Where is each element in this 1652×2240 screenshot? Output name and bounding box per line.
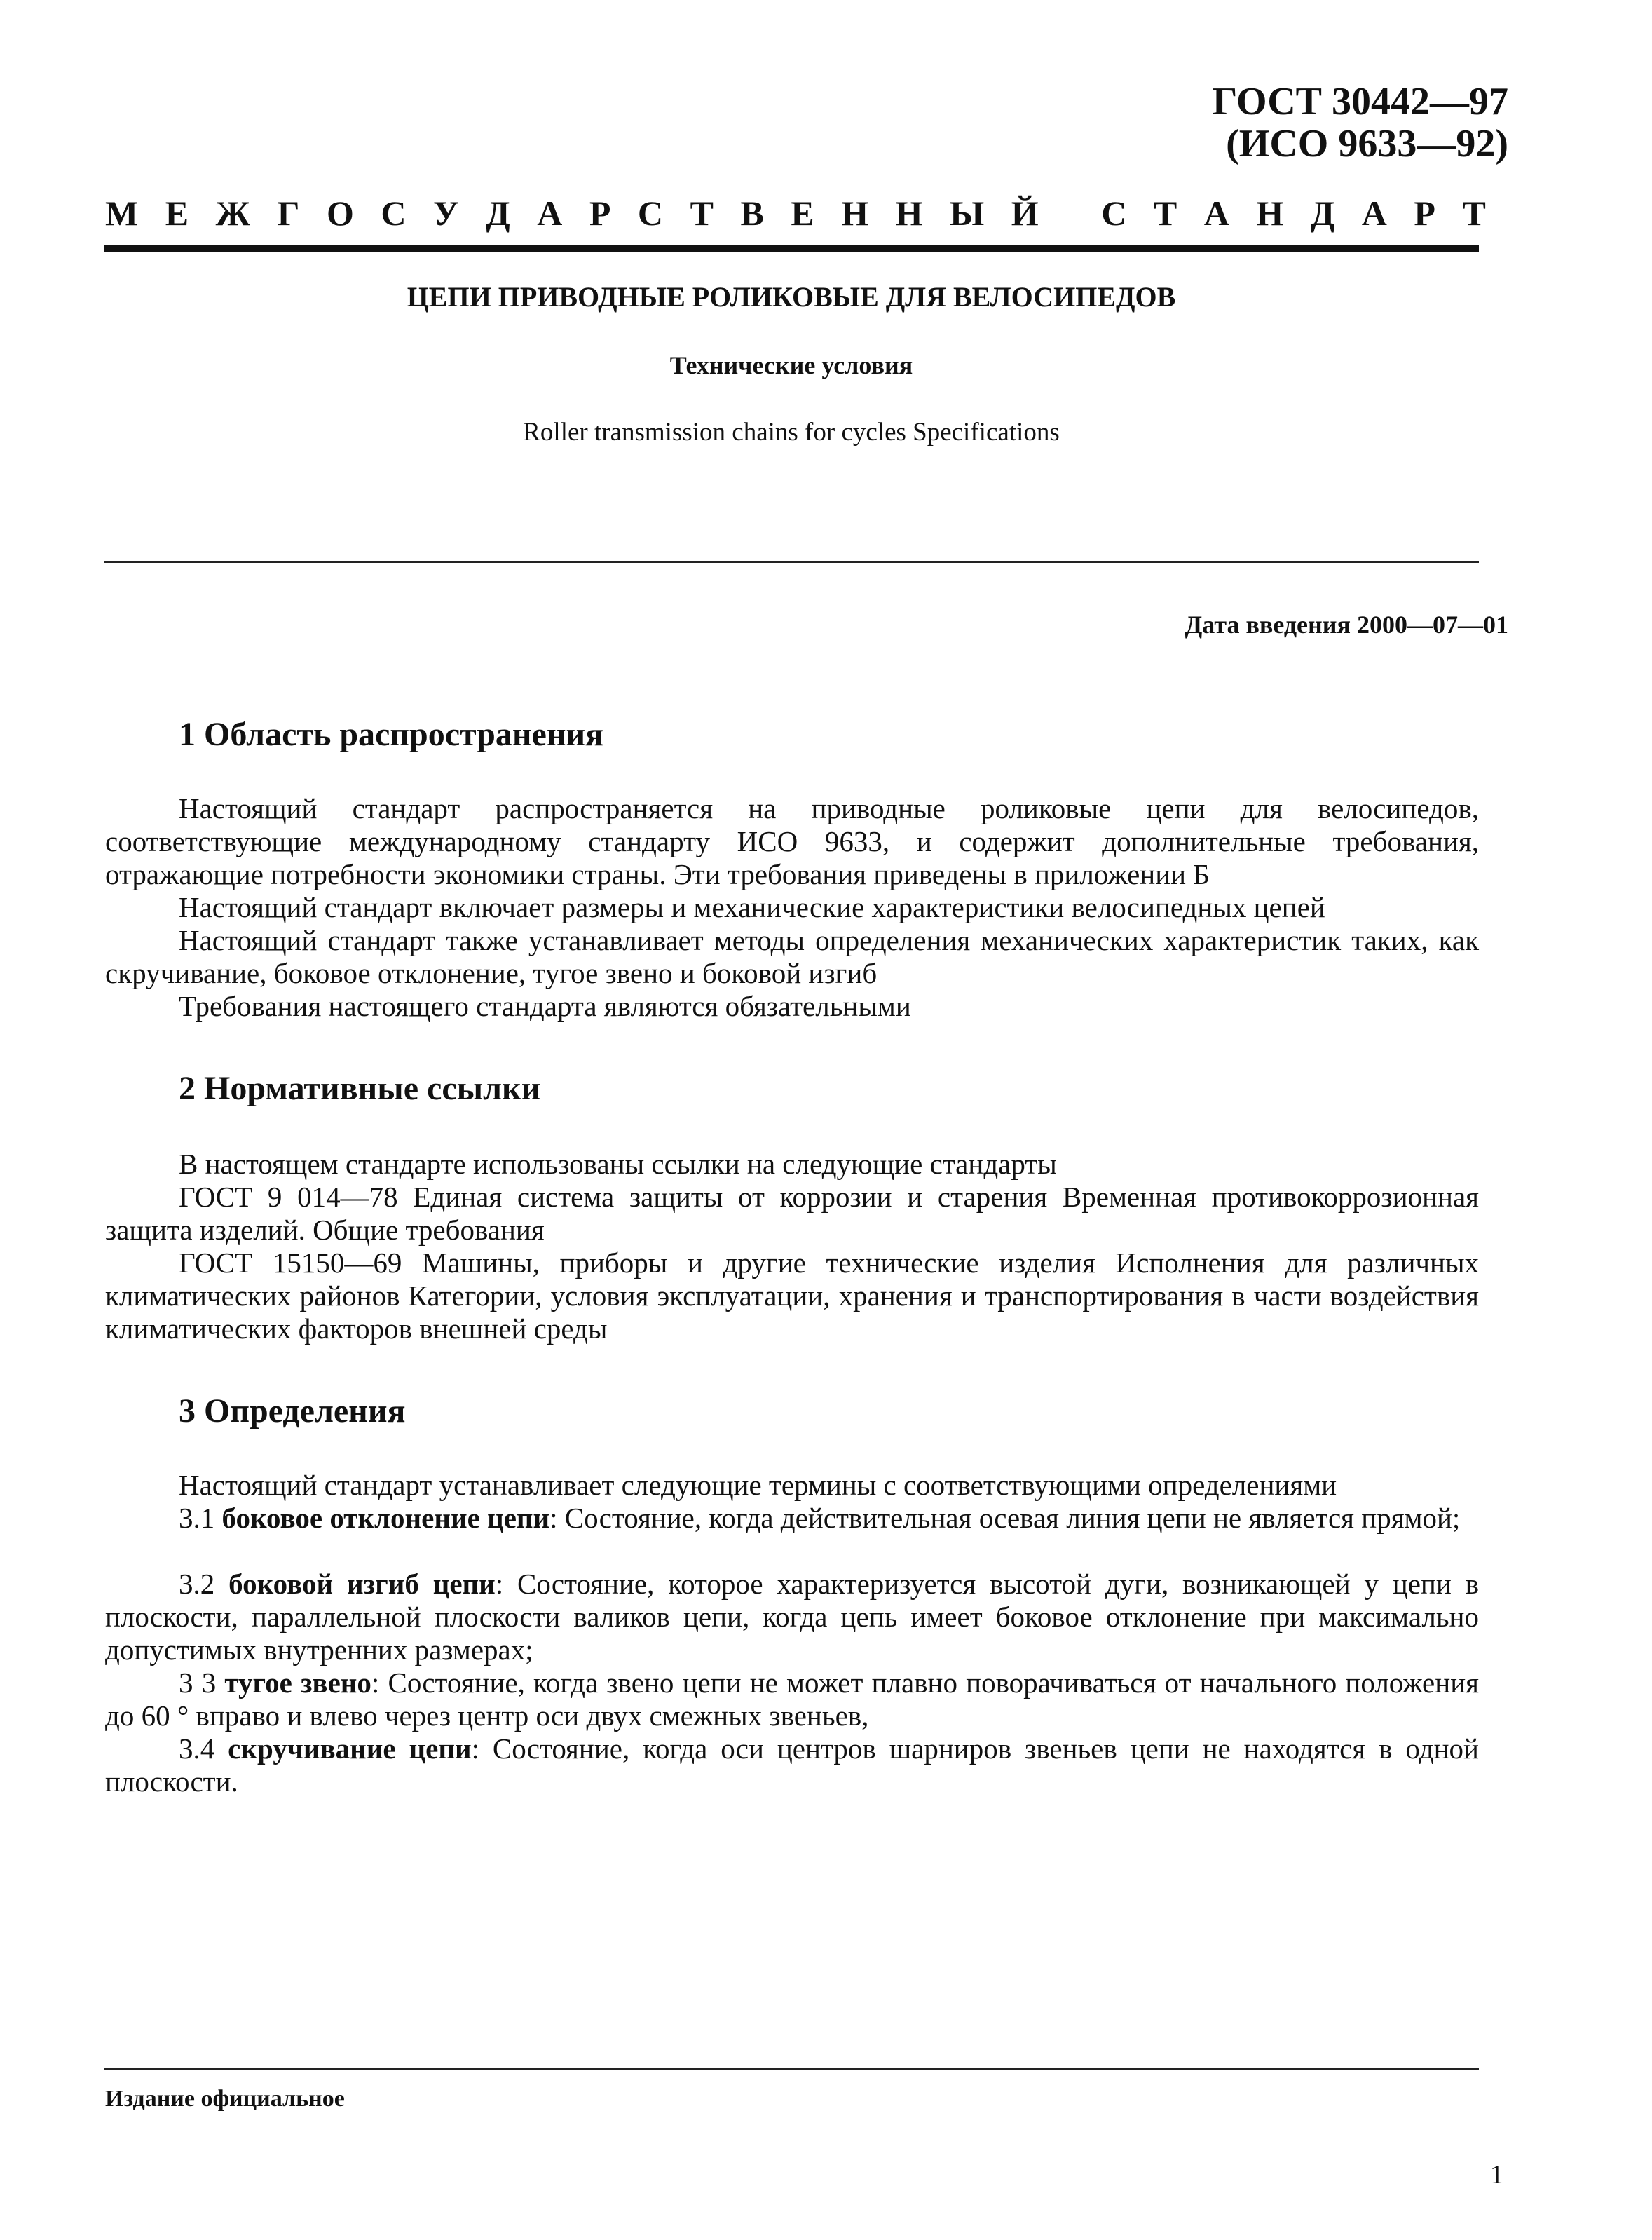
banner-letter: Н xyxy=(895,194,923,233)
section-1-heading: 1 Область распространения xyxy=(179,716,604,753)
footer-rule xyxy=(104,2068,1479,2070)
banner-letter: М xyxy=(105,194,139,233)
definition-text: : Состояние, когда оси центров шарниров звеньев цепи не находятся в одной плоскости. xyxy=(105,1732,1479,1798)
banner-letter: О xyxy=(326,194,354,233)
banner-letter: Ы xyxy=(950,194,985,233)
definition-item xyxy=(105,1502,1479,1535)
definition-term: скручивание цепи xyxy=(228,1732,472,1765)
definition-item xyxy=(105,1667,1479,1732)
banner-letter: Ж xyxy=(215,194,251,233)
banner-letter: Т xyxy=(690,194,714,233)
definition-number: 3.1 xyxy=(179,1502,215,1534)
definition-number: 3 3 xyxy=(179,1667,217,1699)
banner-letter: У xyxy=(433,194,459,233)
banner-letter: С xyxy=(637,194,664,233)
section-2-paragraph: ГОСТ 9 014—78 Единая система защиты от коррозии и старения Временная противокоррозионная защита изделий. Общие требования xyxy=(105,1181,1479,1246)
banner-letter: А xyxy=(537,194,563,233)
official-edition-label: Издание официальное xyxy=(105,2086,345,2112)
document-subtitle: Технические условия xyxy=(669,351,913,379)
definition-number: 3.4 xyxy=(179,1732,215,1765)
definition-item xyxy=(105,1732,1479,1798)
section-1-paragraph: Настоящий стандарт также устанавливает методы определения механических характеристик таких, как скручивание, боковое отклонение, тугое звено и боковой изгиб xyxy=(105,924,1479,989)
section-2-paragraph: ГОСТ 15150—69 Машины, приборы и другие технические изделия Исполнения для различных климатических районов Категории, условия эксплуатации, хранения и транспортирования в части воздействия климатических факторов внешней среды xyxy=(105,1247,1479,1345)
banner-letter: Н xyxy=(841,194,869,233)
section-1-paragraph: Настоящий стандарт включает размеры и механические характеристики велосипедных цепей xyxy=(179,891,1325,923)
banner-letter: Т xyxy=(1153,194,1177,233)
title-rule xyxy=(104,561,1479,563)
definition-number: 3.2 xyxy=(179,1568,215,1600)
definition-item xyxy=(105,1568,1479,1667)
definition-term: тугое звено xyxy=(224,1667,371,1699)
section-2-heading: 2 Нормативные ссылки xyxy=(179,1070,541,1107)
banner-letter: Д xyxy=(486,194,510,233)
section-3-intro: Настоящий стандарт устанавливает следующие термины с соответствующими определениями xyxy=(179,1469,1337,1501)
definition-text: : Состояние, которое характеризуется высотой дуги, возникающей у цепи в плоскости, параллельной плоскости валиков цепи, когда цепь имеет боковое отклонение при максимально допустимых внутренних размерах; xyxy=(105,1568,1480,1666)
banner-letter: Н xyxy=(1256,194,1284,233)
document-english-title: Roller transmission chains for cycles Specifications xyxy=(523,418,1060,447)
banner-letter: Д xyxy=(1310,194,1335,233)
document-title: ЦЕПИ ПРИВОДНЫЕ РОЛИКОВЫЕ ДЛЯ ВЕЛОСИПЕДОВ xyxy=(407,281,1176,313)
interstate-standard-banner xyxy=(105,193,1486,242)
banner-letter: Р xyxy=(589,194,611,233)
definition-text: : Состояние, когда звено цепи не может плавно поворачиваться от начального положения до 60 ° вправо и влево через центр оси двух смежных звеньев, xyxy=(105,1667,1479,1732)
header-rule xyxy=(104,245,1479,252)
section-3-heading: 3 Определения xyxy=(179,1392,406,1430)
banner-letter xyxy=(1065,193,1074,242)
definition-term: боковой изгиб цепи xyxy=(228,1568,496,1600)
banner-letter: В xyxy=(740,194,764,233)
standard-code-iso: (ИСО 9633—92) xyxy=(1226,122,1508,165)
definition-term: боковое отклонение цепи xyxy=(221,1502,550,1534)
banner-letter: Т xyxy=(1462,194,1486,233)
banner-letter: А xyxy=(1361,194,1387,233)
definition-text: : Состояние, когда действительная осевая линия цепи не является прямой; xyxy=(549,1502,1461,1534)
standard-code xyxy=(1213,81,1508,165)
banner-letter: Г xyxy=(277,194,300,233)
banner-letter: С xyxy=(381,194,407,233)
banner-letter: Е xyxy=(165,194,189,233)
banner-letter: С xyxy=(1101,194,1127,233)
section-1-paragraph: Настоящий стандарт распространяется на приводные роликовые цепи для велосипедов, соответствующие международному стандарту ИСО 9633, и содержит дополнительные требования, отражающие потребности экономики страны. Эти требования приведены в приложении Б xyxy=(105,792,1479,890)
standard-code-gost: ГОСТ 30442—97 xyxy=(1212,80,1508,123)
banner-letter: А xyxy=(1203,194,1229,233)
introduction-date: Дата введения 2000—07—01 xyxy=(1185,611,1508,639)
page-number: 1 xyxy=(1490,2160,1503,2190)
section-1-paragraph: Требования настоящего стандарта являются обязательными xyxy=(179,990,911,1022)
banner-letter: Р xyxy=(1414,194,1435,233)
section-2-paragraph: В настоящем стандарте использованы ссылки на следующие стандарты xyxy=(179,1148,1057,1180)
banner-letter: Е xyxy=(791,194,814,233)
banner-letter: Й xyxy=(1011,194,1039,233)
